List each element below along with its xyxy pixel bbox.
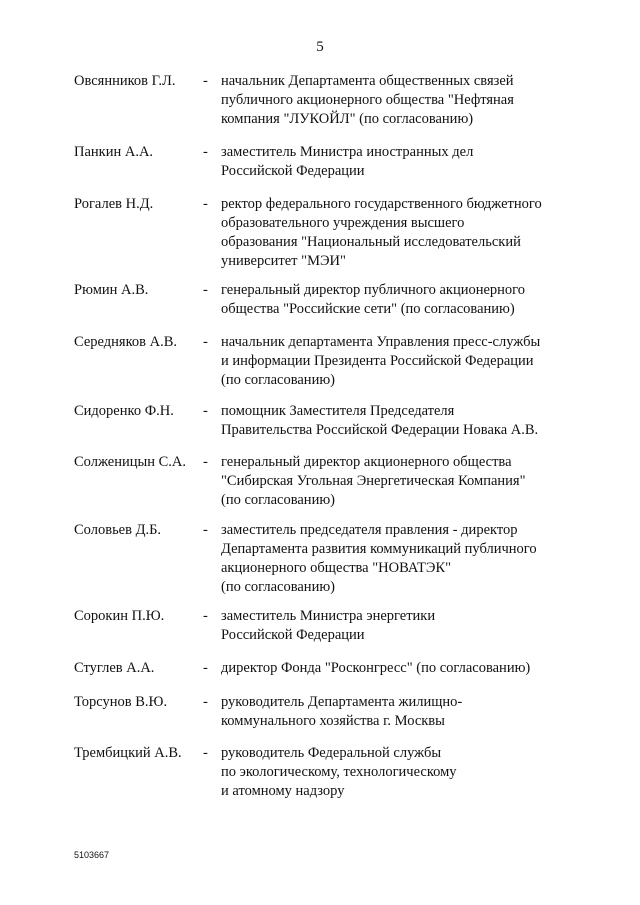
member-role: помощник Заместителя Председателя Правительства Российской Федерации Новака А.В. [221,403,539,438]
member-name: Рюмин А.В. [74,282,149,298]
member-dash: - [203,522,208,538]
member-role: начальник департамента Управления пресс-службы и информации Президента Российской Федерации (по согласованию) [221,334,541,388]
member-dash: - [203,608,208,624]
member-dash: - [203,196,208,212]
member-role: заместитель Министра иностранных дел Российской Федерации [221,144,474,179]
member-dash: - [203,660,208,676]
member-dash: - [203,334,208,350]
member-role: ректор федерального государственного бюджетного образовательного учреждения высшего образования "Национальный исследовательский университет "МЭИ" [221,196,542,269]
member-dash: - [203,144,208,160]
member-dash: - [203,403,208,419]
member-name: Стуглев А.А. [74,660,155,676]
member-role: генеральный директор публичного акционерного общества "Российские сети" (по согласованию) [221,282,526,317]
member-dash: - [203,282,208,298]
member-dash: - [203,73,208,89]
member-name: Рогалев Н.Д. [74,196,154,212]
member-name: Торсунов В.Ю. [74,694,168,710]
member-name: Сидоренко Ф.Н. [74,403,174,419]
member-dash: - [203,454,208,470]
member-role: заместитель Министра энергетики Российской Федерации [221,608,436,643]
member-role: начальник Департамента общественных связей публичного акционерного общества "Нефтяная компания "ЛУКОЙЛ" (по согласованию) [221,73,514,127]
page-number: 5 [316,39,324,55]
member-role: руководитель Департамента жилищно- коммунального хозяйства г. Москвы [221,694,463,729]
member-role: руководитель Федеральной службы по экологическому, технологическому и атомному надзору [221,745,457,799]
member-role: генеральный директор акционерного общества "Сибирская Угольная Энергетическая Компания" (по согласованию) [221,454,526,508]
member-name: Овсянников Г.Л. [74,73,176,89]
member-name: Середняков А.В. [74,334,178,350]
member-name: Трембицкий А.В. [74,745,182,761]
member-role: заместитель председателя правления - директор Департамента развития коммуникаций публичного акционерного общества "НОВАТЭК" (по согласованию) [221,522,537,595]
member-name: Солженицын С.А. [74,454,187,470]
member-name: Соловьев Д.Б. [74,522,162,538]
member-name: Сорокин П.Ю. [74,608,165,624]
member-role: директор Фонда "Росконгресс" (по согласованию) [221,660,531,676]
member-name: Панкин А.А. [74,144,154,160]
document-code: 5103667 [74,850,110,860]
member-dash: - [203,694,208,710]
member-dash: - [203,745,208,761]
